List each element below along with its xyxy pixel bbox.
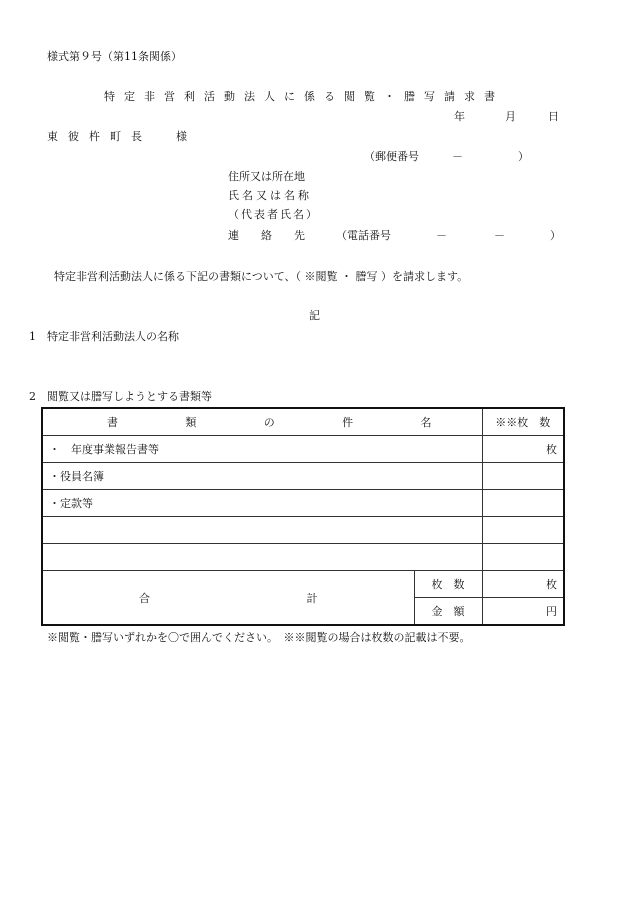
document-name-cell[interactable] <box>42 517 482 544</box>
amount-value[interactable]: 円 <box>482 598 564 626</box>
header-char: 件 <box>342 416 354 429</box>
count-header: ※※枚 数 <box>482 408 564 436</box>
total-label-cell <box>42 571 414 626</box>
total-sheets-row <box>42 571 564 598</box>
table-row <box>42 490 564 517</box>
ki-heading: 記 <box>309 309 320 322</box>
header-char: の <box>263 416 275 429</box>
month-label: 月 <box>505 110 516 123</box>
document-name-header <box>42 408 482 436</box>
item-1-label: 1 特定非営利活動法人の名称 <box>29 330 179 343</box>
sheets-label: 枚 数 <box>414 571 482 598</box>
count-cell[interactable] <box>482 544 564 571</box>
addressee: 東彼杵町長 <box>47 130 152 143</box>
postal-close: ） <box>518 150 529 163</box>
document-title: 特定非営利活動法人に係る閲覧・謄写請求書 <box>104 90 504 103</box>
phone-dash-2: － <box>494 229 505 242</box>
table-row <box>42 517 564 544</box>
address-label: 住所又は所在地 <box>228 170 305 183</box>
name-label: 氏名又は名称 <box>228 189 312 202</box>
count-cell[interactable] <box>482 490 564 517</box>
request-statement: 特定非営利活動法人に係る下記の書類について、（ ※閲覧 ・ 謄写 ）を請求します。 <box>54 270 469 283</box>
count-cell[interactable]: 枚 <box>482 436 564 463</box>
document-name-cell[interactable] <box>42 544 482 571</box>
table-row <box>42 436 564 463</box>
table-row <box>42 544 564 571</box>
phone-close: ） <box>550 229 561 242</box>
postal-dash: － <box>452 150 463 163</box>
day-label: 日 <box>548 110 559 123</box>
honorific: 様 <box>176 130 187 143</box>
document-name-cell[interactable]: ・役員名簿 <box>42 463 482 490</box>
total-right-char: 計 <box>306 591 318 605</box>
header-char: 書 <box>107 416 118 429</box>
table-header-row <box>42 408 564 436</box>
amount-label: 金 額 <box>414 598 482 626</box>
document-name-cell[interactable]: ・ 年度事業報告書等 <box>42 436 482 463</box>
table-row <box>42 463 564 490</box>
header-char: 類 <box>185 416 197 429</box>
header-char: 名 <box>420 416 432 429</box>
postal-label: （郵便番号 <box>364 150 419 163</box>
form-number: 様式第９号（第11条関係） <box>47 50 182 63</box>
year-label: 年 <box>454 110 465 123</box>
contact-label: 連 絡 先 <box>228 229 305 242</box>
document-name-cell[interactable]: ・定款等 <box>42 490 482 517</box>
representative-label: （代表者氏名） <box>228 208 319 221</box>
count-cell[interactable] <box>482 463 564 490</box>
documents-table <box>41 407 565 626</box>
footnotes: ※閲覧・謄写いずれかを〇で囲んでください。 ※※閲覧の場合は枚数の記載は不要。 <box>47 631 471 644</box>
phone-dash-1: － <box>436 229 447 242</box>
sheets-value[interactable]: 枚 <box>482 571 564 598</box>
count-cell[interactable] <box>482 517 564 544</box>
total-left-char: 合 <box>139 591 150 605</box>
item-2-label: 2 閲覧又は謄写しようとする書類等 <box>29 390 212 403</box>
phone-label: （電話番号 <box>336 229 391 242</box>
